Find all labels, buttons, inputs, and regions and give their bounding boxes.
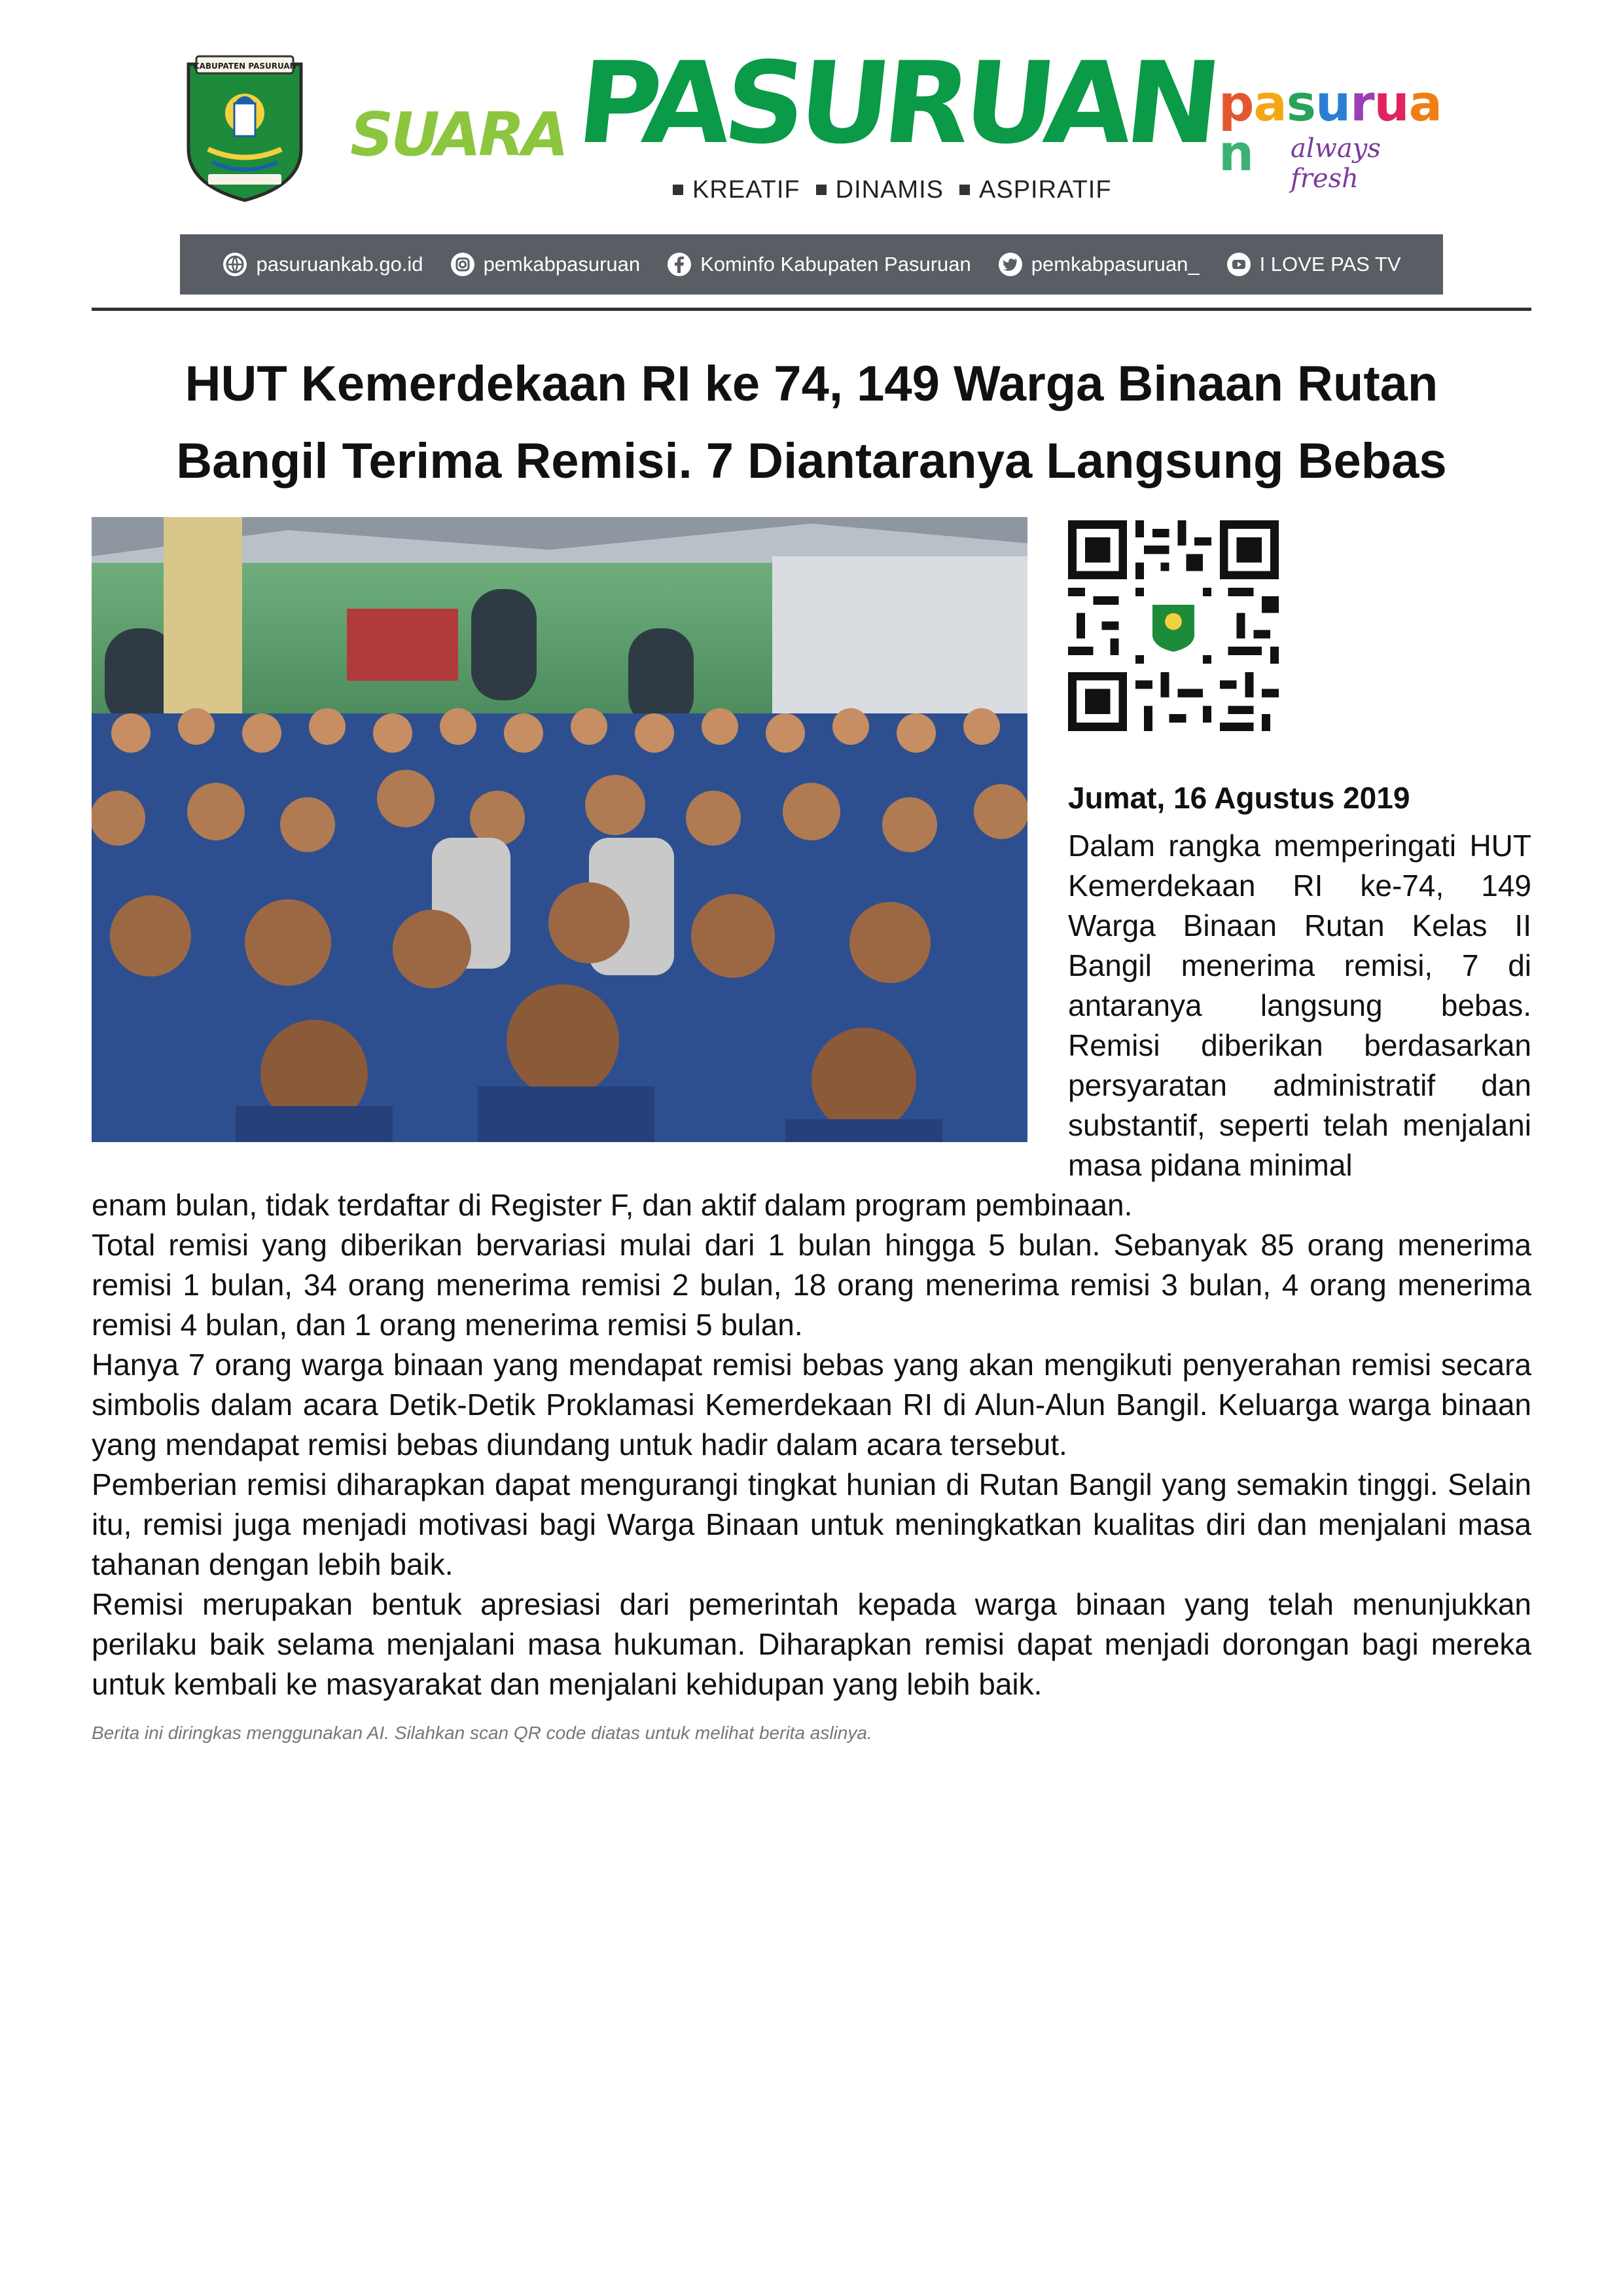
social-link-website[interactable]: pasuruankab.go.id <box>222 251 423 278</box>
logo-letter: r <box>1350 74 1374 132</box>
tagline-item: DINAMIS <box>816 176 944 204</box>
social-link-facebook[interactable]: Kominfo Kabupaten Pasuruan <box>666 251 971 278</box>
regency-crest-logo <box>182 51 308 203</box>
article-title-line-1: HUT Kemerdekaan RI ke 74, 149 Warga Binaan Rutan <box>185 356 1438 412</box>
article-title <box>92 346 1531 500</box>
logo-tagline: always fresh <box>1291 134 1381 194</box>
logo-letter: a <box>1408 74 1442 132</box>
social-link-youtube[interactable]: I LOVE PAS TV <box>1226 251 1401 278</box>
social-link-instagram[interactable]: pemkabpasuruan <box>450 251 641 278</box>
tagline-item: KREATIF <box>673 176 800 204</box>
article-date: Jumat, 16 Agustus 2019 <box>1068 781 1410 815</box>
twitter-icon <box>997 251 1024 278</box>
pasuruan-always-fresh-logo <box>1219 74 1454 194</box>
header-divider <box>92 308 1531 311</box>
youtube-icon <box>1226 251 1252 278</box>
globe-icon <box>222 251 248 278</box>
instagram-icon <box>450 251 476 278</box>
qr-code <box>1068 520 1279 731</box>
social-media-bar <box>180 234 1443 295</box>
bullet-square-icon <box>673 185 683 195</box>
logo-letter: s <box>1286 74 1315 132</box>
logo-letter: u <box>1315 74 1351 132</box>
logo-letter: a <box>1253 74 1287 132</box>
article-paragraph: Remisi merupakan bentuk apresiasi dari pemerintah kepada warga binaan yang telah menunjukkan perilaku baik selama menjalani masa hukuman. Diharapkan remisi dapat menjadi dorongan bagi mereka untuk kembali ke masyarakat dan menjalani kehidupan yang lebih baik. <box>92 1587 1531 1701</box>
article-paragraph: Hanya 7 orang warga binaan yang mendapat remisi bebas yang akan mengikuti penyerahan remisi secara simbolis dalam acara Detik-Detik Proklamasi Kemerdekaan RI di Alun-Alun Bangil. Keluarga warga binaan yang mendapat remisi bebas diundang untuk hadir dalam acara tersebut. <box>92 1348 1531 1462</box>
article-title-line-2: Bangil Terima Remisi. 7 Diantaranya Langsung Bebas <box>176 433 1447 489</box>
logo-letter: n <box>1219 124 1254 182</box>
social-link-twitter[interactable]: pemkabpasuruan_ <box>997 251 1200 278</box>
article-intro-continued: enam bulan, tidak terdaftar di Register F, dan aktif dalam program pembinaan. <box>92 1188 1133 1222</box>
tagline-item: ASPIRATIF <box>959 176 1112 204</box>
logo-letter: p <box>1219 74 1254 132</box>
brand-prefix: SUARA <box>350 99 567 170</box>
bullet-square-icon <box>816 185 827 195</box>
tagline-row <box>673 175 1112 204</box>
article-paragraph: Pemberian remisi diharapkan dapat mengurangi tingkat hunian di Rutan Bangil yang semakin tinggi. Selain itu, remisi juga menjadi motivasi bagi Warga Binaan untuk meningkatkan kualitas diri dan menjalani masa tahanan dengan lebih baik. <box>92 1467 1531 1581</box>
article-photo <box>92 517 1027 1142</box>
brand-name: PASURUAN <box>571 37 1221 169</box>
article-intro: Dalam rangka memperingati HUT Kemerdekaan RI ke-74, 149 Warga Binaan Rutan Kelas II Bangil menerima remisi, 7 di antaranya langsung bebas. Remisi diberikan berdasarkan persyaratan administratif dan substantif, seperti telah menjalani masa pidana minimal <box>1068 829 1531 1182</box>
article-paragraph: Total remisi yang diberikan bervariasi mulai dari 1 bulan hingga 5 bulan. Sebanyak 85 orang menerima remisi 1 bulan, 34 orang menerima remisi 2 bulan, 18 orang menerima remisi 3 bulan, 4 orang menerima remisi 4 bulan, dan 1 orang menerima remisi 5 bulan. <box>92 1228 1531 1342</box>
ai-summary-footnote: Berita ini diringkas menggunakan AI. Silahkan scan QR code diatas untuk melihat berita aslinya. <box>92 1723 872 1743</box>
article-body <box>92 1225 1531 1704</box>
bullet-square-icon <box>959 185 970 195</box>
logo-letter: u <box>1374 74 1409 132</box>
svg-text:KABUPATEN PASURUAN: KABUPATEN PASURUAN <box>193 62 296 71</box>
facebook-icon <box>666 251 692 278</box>
